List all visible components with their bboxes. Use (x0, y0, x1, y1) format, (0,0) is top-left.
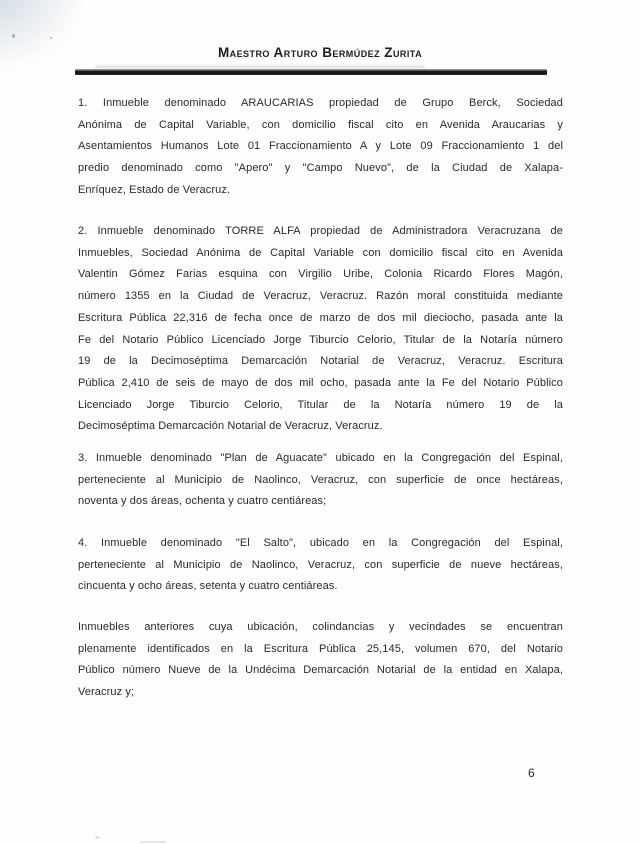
text-line: perteneciente al Municipio de Naolinco, Veracruz, con superficie de once hectáreas, (78, 473, 563, 486)
text-line: Asentamientos Humanos Lote 01 Fraccionamiento A y Lote 09 Fraccionamiento 1 del (78, 140, 563, 153)
text-line: Valentin Gómez Farias esquina con Virgilio Uribe, Colonia Ricardo Flores Magón, (78, 268, 563, 281)
text-line: plenamente identificados en la Escritura Pública 25,145, volumen 670, del Notario (78, 642, 563, 655)
text-line: 1. Inmueble denominado ARAUCARIAS propiedad de Grupo Berck, Sociedad (78, 97, 563, 109)
page-header-title: Maestro Arturo Bermúdez Zurita (217, 45, 423, 60)
text-line: Inmuebles, Sociedad Anónima de Capital Variable con domicilio fiscal cito en Avenida (78, 246, 563, 259)
text-line: Inmuebles anteriores cuya ubicación, colindancias y vecindades se encuentran (78, 621, 563, 633)
text-line: Fe del Notario Público Licenciado Jorge Tiburcio Celorio, Titular de la Notaría número (78, 333, 563, 346)
paragraph-closing (78, 617, 563, 704)
text-line: Enríquez, Estado de Veracruz. (78, 183, 231, 196)
paragraph-property-3 (78, 448, 563, 513)
header-rule-ghost (95, 66, 425, 68)
text-line: Decimoséptima Demarcación Notarial de Veracruz, Veracruz. (78, 420, 383, 433)
text-line: 3. Inmueble denominado "Plan de Aguacate" ubicado en la Congregación del Espinal, (78, 452, 563, 464)
text-line: cincuenta y ocho áreas, setenta y cuatro centiáreas. (78, 580, 338, 593)
scan-speck (95, 836, 100, 839)
text-line: Público número Nueve de la Undécima Demarcación Notarial de la entidad en Xalapa, (78, 664, 563, 677)
text-line: número 1355 en la Ciudad de Veracruz, Veracruz. Razón moral constituida mediante (78, 290, 563, 303)
page-number: 6 (528, 766, 535, 780)
text-line: 19 de la Decimoséptima Demarcación Notarial de Veracruz, Veracruz. Escritura (78, 355, 563, 368)
text-line: predio denominado como "Apero" y "Campo Nuevo", de la Ciudad de Xalapa- (78, 162, 563, 175)
paragraph-property-4 (78, 533, 563, 598)
text-line: noventa y dos áreas, ochenta y cuatro centiáreas; (78, 495, 327, 508)
text-line: 2. Inmueble denominado TORRE ALFA propiedad de Administradora Veracruzana de (78, 225, 563, 237)
scan-speck (12, 34, 15, 38)
text-line: Licenciado Jorge Tiburcio Celorio, Titular de la Notaría número 19 de la (78, 398, 563, 411)
header-rule (75, 69, 547, 75)
paragraph-property-1 (78, 93, 563, 202)
text-line: Veracruz y; (78, 686, 135, 699)
scan-speck (50, 37, 52, 39)
text-line: Anónima de Capital Variable, con domicilio fiscal cito en Avenida Araucarias y (78, 118, 563, 131)
text-line: 4. Inmueble denominado "El Salto", ubicado en la Congregación del Espinal, (78, 537, 563, 549)
scan-speck (140, 841, 166, 843)
paragraph-property-2 (78, 221, 563, 438)
text-line: perteneciente al Municipio de Naolinco, Veracruz, con superficie de nueve hectáreas, (78, 558, 563, 571)
text-line: Escritura Pública 22,316 de fecha once de marzo de dos mil dieciocho, pasada ante la (78, 311, 563, 324)
text-line: Pública 2,410 de seis de mayo de dos mil ocho, pasada ante la Fe del Notario Público (78, 376, 563, 389)
